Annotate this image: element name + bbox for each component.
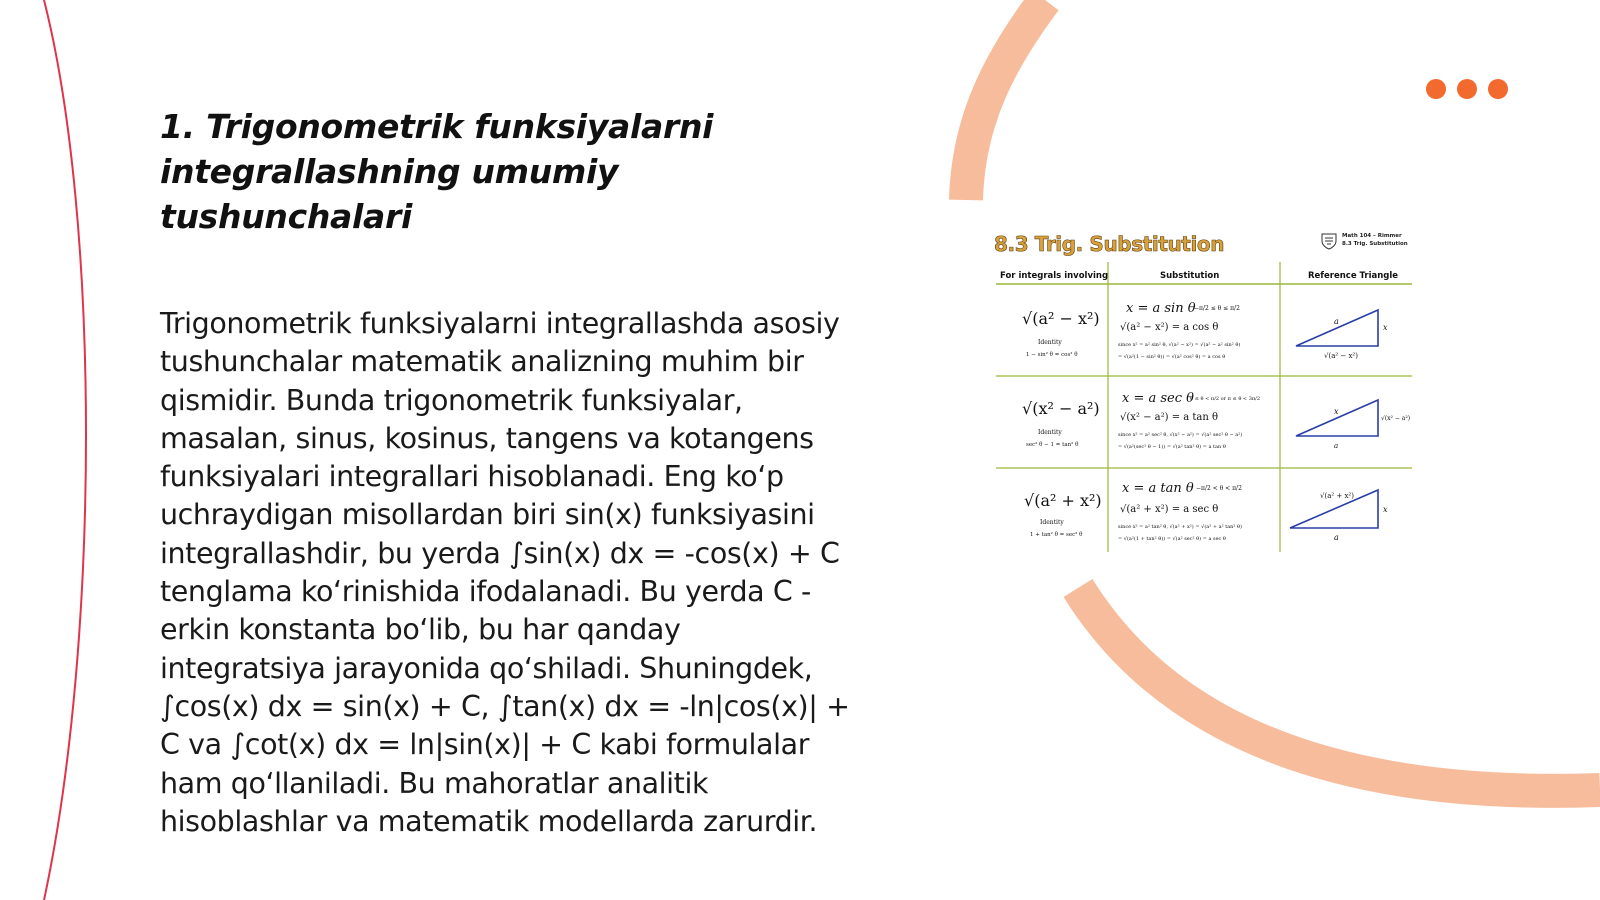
triangle-adjacent: a: [1334, 442, 1339, 450]
trig-substitution-reference-image: [990, 228, 1418, 558]
decorative-arc-upper: [966, 0, 1045, 200]
substitution-formula: x = a sin θ: [1126, 301, 1196, 316]
triangle-opposite: √(x² − a²): [1381, 415, 1411, 422]
table-row: [1024, 481, 1388, 542]
reference-course-line: 8.3 Trig. Substitution: [1342, 241, 1408, 247]
triangle-hypotenuse: √(a² + x²): [1320, 492, 1354, 500]
reference-image-title: 8.3 Trig. Substitution: [994, 232, 1225, 256]
integrand-expression: √(a² + x²): [1024, 491, 1102, 510]
triangle-opposite: x: [1383, 505, 1388, 514]
triangle-opposite: x: [1383, 323, 1388, 332]
substitution-range: −π/2 ≤ θ ≤ π/2: [1194, 305, 1240, 312]
reference-course-line: Math 104 – Rimmer: [1342, 233, 1402, 239]
substitution-derivation: since x² = a² tan² θ, √(a² + x²) = √(a² + a² tan² θ): [1118, 524, 1242, 530]
identity-formula: 1 − sin² θ = cos² θ: [1026, 352, 1078, 358]
accent-dot: [1426, 79, 1446, 99]
trig-substitution-table: [990, 262, 1418, 558]
triangle-adjacent: a: [1334, 533, 1339, 542]
table-header: Substitution: [1160, 271, 1220, 281]
substitution-formula: x = a sec θ: [1122, 391, 1194, 406]
decorative-arc-lower: [1078, 588, 1600, 791]
identity-label: Identity: [1038, 339, 1062, 346]
integrand-expression: √(a² − x²): [1022, 309, 1100, 328]
substitution-range: −π/2 < θ < π/2: [1196, 485, 1242, 492]
substitution-range: 0 ≤ θ < π/2 or π ≤ θ < 3π/2: [1190, 396, 1261, 402]
accent-dot: [1457, 79, 1477, 99]
substitution-formula: x = a tan θ: [1122, 481, 1194, 496]
slide-title: 1. Trigonometrik funksiyalarni integrallashning umumiy tushunchalari: [160, 107, 714, 236]
integrand-expression: √(x² − a²): [1022, 399, 1100, 418]
reference-course-label: [1342, 232, 1408, 248]
identity-label: Identity: [1038, 429, 1062, 436]
table-header: For integrals involving: [1000, 271, 1109, 281]
triangle-hypotenuse: x: [1334, 407, 1339, 416]
substitution-result: √(a² − x²) = a cos θ: [1120, 322, 1219, 333]
identity-formula: 1 + tan² θ = sec² θ: [1030, 532, 1083, 538]
accent-dots: [1426, 79, 1508, 99]
accent-dot: [1488, 79, 1508, 99]
substitution-derivation: since x² = a² sin² θ, √(a² − x²) = √(a² − a² sin² θ): [1118, 342, 1241, 348]
substitution-derivation: since x² = a² sec² θ, √(x² − a²) = √(a² sec² θ − a²): [1118, 432, 1243, 438]
university-logo-icon: [1320, 232, 1338, 250]
left-accent-curve: [44, 0, 86, 900]
identity-label: Identity: [1040, 519, 1064, 526]
slide-body-text: Trigonometrik funksiyalarni integrallashda asosiy tushunchalar matematik analizning muhim bir qismidir. Bunda trigonometrik funksiyalar, masalan, sinus, kosinus, tangens va kotangens funksiyalari integrallari hisoblanadi. Eng ko‘p uchraydigan misollardan biri sin(x) funksiyasini integrallashdir, bu yerda ∫sin(x) dx = -cos(x) + C tenglama ko‘rinishida ifodalanadi. Bu yerda C - erkin konstanta bo‘lib, bu har qanday integratsiya jarayonida qo‘shiladi. Shuningdek, ∫cos(x) dx = sin(x) + C, ∫tan(x) dx = -ln|cos(x)| + C va ∫cot(x) dx = ln|sin(x)| + C kabi formulalar ham qo‘llaniladi. Bu mahoratlar analitik hisoblashlar va matematik modellarda zarurdir.: [160, 307, 850, 838]
reference-triangle: [1296, 400, 1378, 436]
table-row: [1022, 301, 1388, 360]
table-row: [1022, 391, 1410, 450]
substitution-derivation: = √(a²(1 + tan² θ)) = √(a² sec² θ) = a sec θ: [1118, 536, 1226, 542]
substitution-derivation: = √(a²(1 − sin² θ)) = √(a² cos² θ) = a cos θ: [1118, 354, 1226, 360]
triangle-hypotenuse: a: [1334, 317, 1339, 326]
substitution-result: √(a² + x²) = a sec θ: [1120, 504, 1219, 515]
identity-formula: sec² θ − 1 = tan² θ: [1026, 442, 1079, 448]
reference-triangle: [1296, 310, 1378, 346]
triangle-adjacent: √(a² − x²): [1324, 352, 1358, 360]
table-header: Reference Triangle: [1308, 271, 1399, 281]
substitution-result: √(x² − a²) = a tan θ: [1120, 412, 1219, 423]
substitution-derivation: = √(a²(sec² θ − 1)) = √(a² tan² θ) = a tan θ: [1118, 444, 1226, 450]
